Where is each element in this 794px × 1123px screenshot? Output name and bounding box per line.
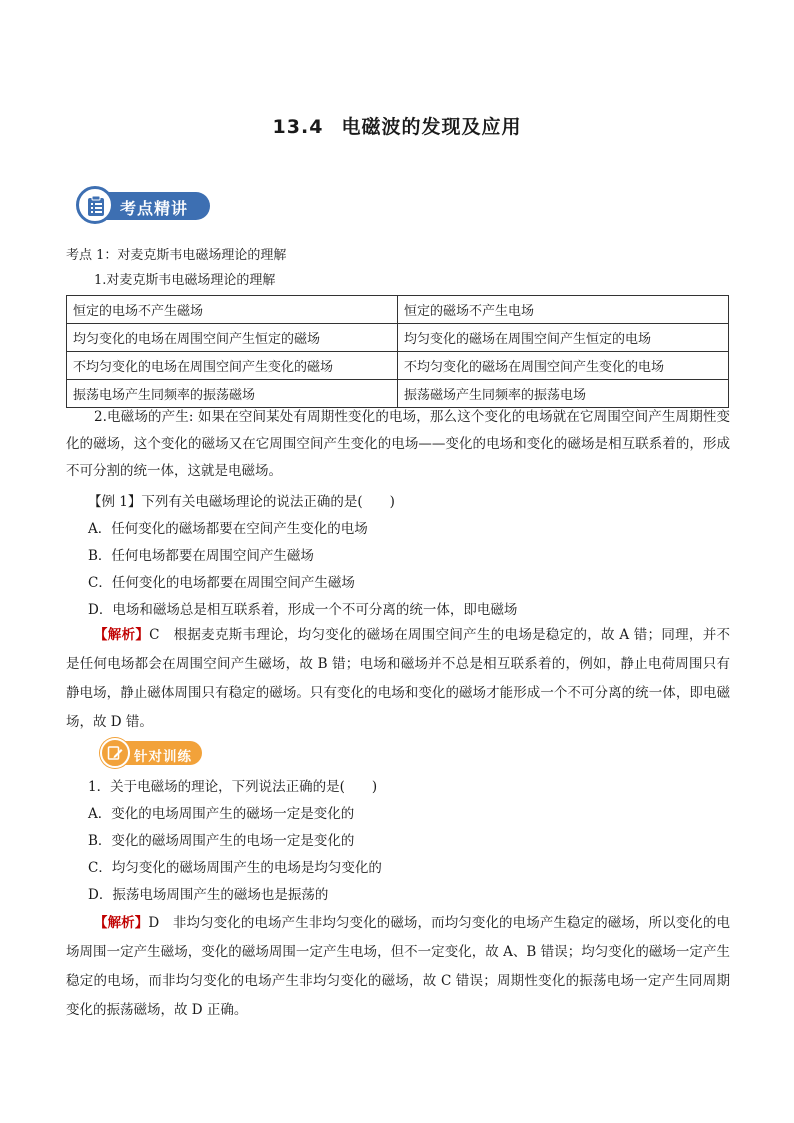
analysis-text: C 根据麦克斯韦理论，均匀变化的磁场在周围空间产生的电场是稳定的，故 A 错；同理，并不是任何电场都会在周围空间产生磁场，故 B 错；电场和磁场并不总是相互联系着的，例如，静止电荷周围只有静电场，静止磁体周围只有稳定的磁场。只有变化的电场和变化的磁场才能形成一个不可分离的统一体，即电磁场，故 D 错。 — [66, 627, 731, 730]
practice-option-a: A．变化的电场周围产生的磁场一定是变化的 — [88, 806, 355, 822]
banner-icon-circle — [100, 738, 130, 768]
key-points-banner — [76, 186, 212, 224]
analysis-label: 【解析】 — [94, 627, 150, 643]
section-title: 电磁波的发现及应用 — [341, 116, 522, 138]
table-cell: 不均匀变化的电场在周围空间产生变化的磁场 — [67, 352, 398, 380]
table-cell: 振荡磁场产生同频率的振荡电场 — [398, 380, 729, 408]
practice-analysis — [66, 909, 730, 1025]
example-option-a: A．任何变化的磁场都要在空间产生变化的电场 — [88, 521, 368, 537]
banner-icon-circle — [76, 186, 114, 224]
table-row — [67, 296, 729, 324]
clipboard-icon — [86, 195, 106, 217]
page-title — [0, 112, 794, 139]
subheading-1: 1.对麦克斯韦电磁场理论的理解 — [94, 273, 276, 288]
practice-option-d: D．振荡电场周围产生的磁场也是振荡的 — [88, 887, 329, 903]
practice-option-c: C．均匀变化的磁场周围产生的电场是均匀变化的 — [88, 860, 382, 876]
analysis-text: D 非均匀变化的电场产生非均匀变化的磁场，而均匀变化的电场产生稳定的磁场，所以变化的电场周围一定产生磁场，变化的磁场周围一定产生电场，但不一定变化，故 A、B 错误；均匀变化的磁场一定产生稳定的电场，而非均匀变化的电场产生非均匀变化的磁场，故 C 错误；周期性变化的振荡电场一定产生同周期变化的振荡磁场，故 D 正确。 — [66, 915, 731, 1018]
analysis-label: 【解析】 — [94, 915, 149, 931]
practice-question: 1．关于电磁场的理论，下列说法正确的是( ) — [88, 779, 378, 795]
paragraph-em-field: 2.电磁场的产生: 如果在空间某处有周期性变化的电场，那么这个变化的电场就在它周围空间产生周期性变化的磁场，这个变化的磁场又在它周围空间产生变化的电场——变化的电场和变化的磁场是相互联系着的，形成不可分割的统一体，这就是电磁场。 — [66, 409, 730, 479]
table-cell: 恒定的电场不产生磁场 — [67, 296, 398, 324]
table-cell: 振荡电场产生同频率的振荡磁场 — [67, 380, 398, 408]
table-cell: 恒定的磁场不产生电场 — [398, 296, 729, 324]
example-question: 【例 1】下列有关电磁场理论的说法正确的是( ) — [88, 494, 395, 510]
section-number: 13.4 — [272, 116, 324, 138]
table-cell: 均匀变化的电场在周围空间产生恒定的磁场 — [67, 324, 398, 352]
pencil-icon — [107, 745, 123, 761]
example-analysis — [66, 621, 730, 737]
example-option-c: C．任何变化的电场都要在周围空间产生磁场 — [88, 575, 355, 591]
table-cell: 均匀变化的磁场在周围空间产生恒定的电场 — [398, 324, 729, 352]
example-option-d: D．电场和磁场总是相互联系着，形成一个不可分离的统一体，即电磁场 — [88, 602, 518, 618]
table-row — [67, 352, 729, 380]
table-row — [67, 324, 729, 352]
example-option-b: B．任何电场都要在周围空间产生磁场 — [88, 548, 314, 564]
key-point-heading: 考点 1：对麦克斯韦电磁场理论的理解 — [66, 248, 287, 263]
practice-banner — [100, 738, 200, 768]
maxwell-theory-table — [66, 295, 729, 408]
table-cell: 不均匀变化的磁场在周围空间产生变化的电场 — [398, 352, 729, 380]
banner-label: 考点精讲 — [120, 199, 189, 218]
banner-label: 针对训练 — [134, 749, 192, 765]
practice-option-b: B．变化的磁场周围产生的电场一定是变化的 — [88, 833, 355, 849]
